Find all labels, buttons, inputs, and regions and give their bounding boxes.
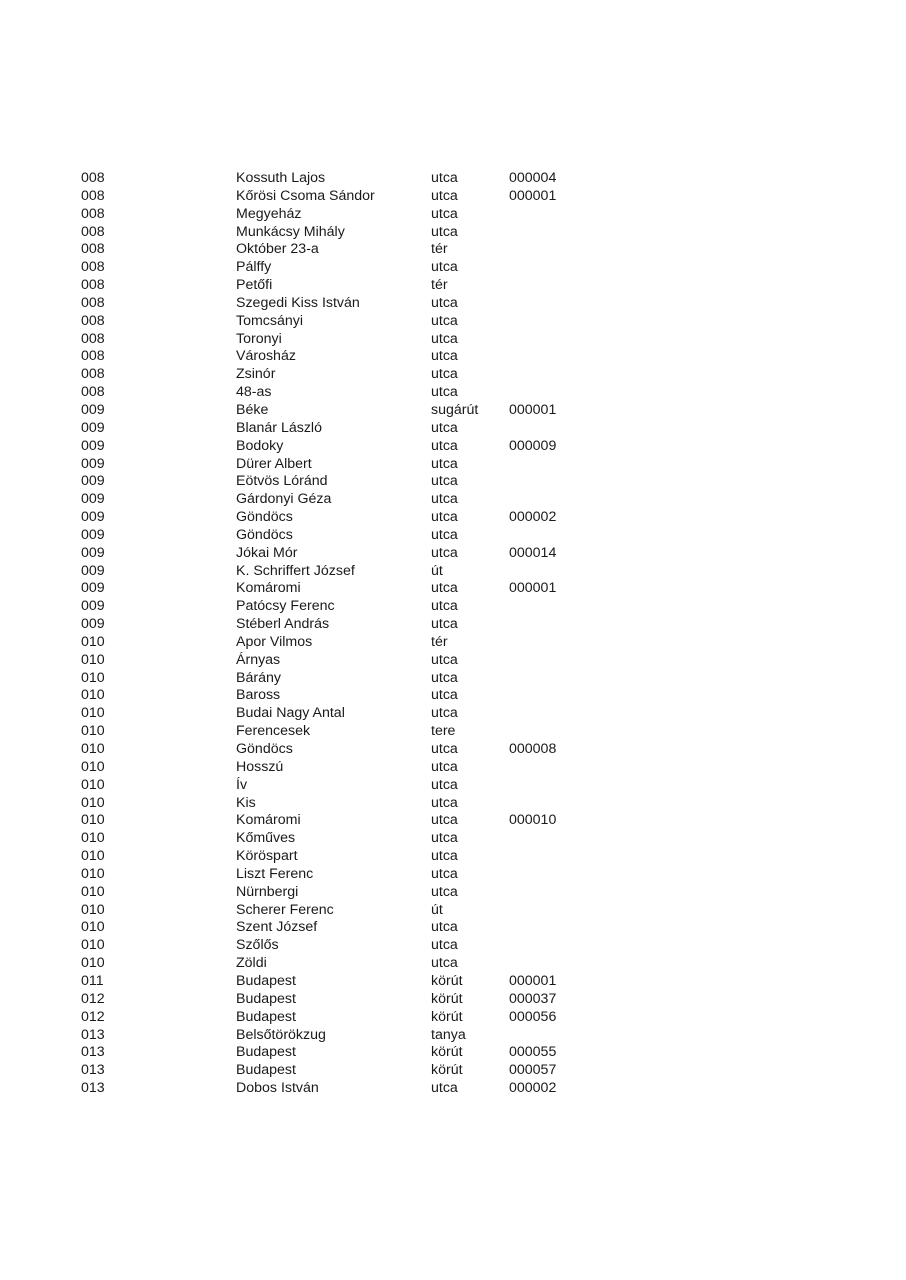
- district-code: 009: [81, 473, 105, 490]
- street-type: utca: [431, 651, 458, 668]
- district-code: 010: [81, 937, 105, 954]
- street-name: Tomcsányi: [236, 312, 304, 329]
- street-type: körút: [431, 990, 463, 1007]
- street-name: K. Schriffert József: [236, 562, 355, 579]
- street-type: utca: [431, 580, 458, 597]
- street-type: utca: [431, 205, 458, 222]
- street-type: út: [431, 562, 443, 579]
- street-list: [0, 170, 906, 1098]
- house-number: 000008: [509, 741, 557, 757]
- street-type: utca: [431, 437, 458, 454]
- street-type: utca: [431, 776, 458, 793]
- street-type: út: [431, 901, 443, 918]
- street-name: Göndöcs: [236, 741, 293, 757]
- street-type: utca: [431, 955, 458, 972]
- list-row: [0, 973, 906, 991]
- street-name: Budapest: [236, 1044, 296, 1061]
- list-row: [0, 741, 906, 759]
- street-type: utca: [431, 170, 458, 186]
- list-row: [0, 1009, 906, 1027]
- list-row: [0, 759, 906, 777]
- street-name: Patócsy Ferenc: [236, 598, 335, 615]
- district-code: 013: [81, 1062, 105, 1079]
- list-row: [0, 456, 906, 474]
- street-type: utca: [431, 616, 458, 633]
- street-type: utca: [431, 419, 458, 436]
- house-number: 000056: [509, 1008, 557, 1025]
- list-row: [0, 919, 906, 937]
- list-row: [0, 1044, 906, 1062]
- street-type: tere: [431, 723, 456, 740]
- list-row: [0, 313, 906, 331]
- list-row: [0, 277, 906, 295]
- list-row: [0, 866, 906, 884]
- house-number: 000002: [509, 509, 557, 526]
- street-type: tér: [431, 633, 448, 650]
- district-code: 010: [81, 919, 105, 936]
- street-name: Bodoky: [236, 437, 284, 454]
- list-row: [0, 1062, 906, 1080]
- street-name: Árnyas: [236, 651, 281, 668]
- street-type: utca: [431, 526, 458, 543]
- district-code: 013: [81, 1026, 105, 1043]
- street-name: Stéberl András: [236, 616, 330, 633]
- list-row: [0, 545, 906, 563]
- list-row: [0, 848, 906, 866]
- street-type: utca: [431, 669, 458, 686]
- street-name: Liszt Ferenc: [236, 865, 314, 882]
- street-type: utca: [431, 848, 458, 865]
- list-row: [0, 955, 906, 973]
- street-type: utca: [431, 330, 458, 347]
- street-type: körút: [431, 1062, 463, 1079]
- street-type: utca: [431, 830, 458, 847]
- street-name: 48-as: [236, 384, 272, 401]
- district-code: 010: [81, 723, 105, 740]
- street-type: utca: [431, 544, 458, 561]
- list-row: [0, 670, 906, 688]
- street-type: utca: [431, 865, 458, 882]
- street-name: Kis: [236, 794, 256, 811]
- street-type: utca: [431, 598, 458, 615]
- street-type: utca: [431, 509, 458, 526]
- street-type: utca: [431, 758, 458, 775]
- district-code: 009: [81, 401, 105, 418]
- street-name: Budapest: [236, 1008, 296, 1025]
- street-type: utca: [431, 741, 458, 757]
- street-name: Toronyi: [236, 330, 282, 347]
- street-name: Városház: [236, 348, 296, 365]
- list-row: [0, 598, 906, 616]
- list-row: [0, 331, 906, 349]
- district-code: 008: [81, 223, 105, 240]
- list-row: [0, 420, 906, 438]
- district-code: 008: [81, 259, 105, 276]
- district-code: 009: [81, 419, 105, 436]
- list-row: [0, 509, 906, 527]
- house-number: 000001: [509, 187, 557, 204]
- district-code: 012: [81, 1008, 105, 1025]
- house-number: 000009: [509, 437, 557, 454]
- district-code: 010: [81, 812, 105, 829]
- house-number: 000057: [509, 1062, 557, 1079]
- list-row: [0, 687, 906, 705]
- district-code: 010: [81, 865, 105, 882]
- list-row: [0, 580, 906, 598]
- list-row: [0, 473, 906, 491]
- street-name: Göndöcs: [236, 509, 293, 526]
- street-type: tér: [431, 277, 448, 294]
- street-type: utca: [431, 259, 458, 276]
- list-row: [0, 884, 906, 902]
- list-row: [0, 777, 906, 795]
- list-row: [0, 295, 906, 313]
- street-name: Ferencesek: [236, 723, 311, 740]
- list-row: [0, 527, 906, 545]
- list-row: [0, 991, 906, 1009]
- district-code: 010: [81, 776, 105, 793]
- house-number: 000002: [509, 1080, 557, 1097]
- district-code: 009: [81, 526, 105, 543]
- house-number: 000037: [509, 990, 557, 1007]
- district-code: 008: [81, 170, 105, 186]
- street-type: utca: [431, 294, 458, 311]
- list-row: [0, 795, 906, 813]
- street-name: Jókai Mór: [236, 544, 298, 561]
- list-row: [0, 723, 906, 741]
- district-code: 010: [81, 901, 105, 918]
- street-name: Munkácsy Mihály: [236, 223, 345, 240]
- list-row: [0, 188, 906, 206]
- district-code: 010: [81, 848, 105, 865]
- district-code: 009: [81, 455, 105, 472]
- street-name: Kossuth Lajos: [236, 170, 326, 186]
- district-code: 010: [81, 705, 105, 722]
- district-code: 008: [81, 366, 105, 383]
- district-code: 008: [81, 330, 105, 347]
- district-code: 010: [81, 794, 105, 811]
- street-name: Komáromi: [236, 580, 301, 597]
- street-type: utca: [431, 812, 458, 829]
- street-type: utca: [431, 187, 458, 204]
- district-code: 010: [81, 758, 105, 775]
- district-code: 008: [81, 241, 105, 258]
- district-code: 008: [81, 384, 105, 401]
- list-row: [0, 438, 906, 456]
- list-row: [0, 491, 906, 509]
- district-code: 008: [81, 205, 105, 222]
- district-code: 013: [81, 1080, 105, 1097]
- list-row: [0, 241, 906, 259]
- list-row: [0, 705, 906, 723]
- street-name: Budapest: [236, 1062, 296, 1079]
- district-code: 010: [81, 883, 105, 900]
- street-name: Kőrösi Csoma Sándor: [236, 187, 375, 204]
- list-row: [0, 812, 906, 830]
- street-type: utca: [431, 384, 458, 401]
- list-row: [0, 1027, 906, 1045]
- list-row: [0, 366, 906, 384]
- list-row: [0, 937, 906, 955]
- district-code: 009: [81, 598, 105, 615]
- house-number: 000055: [509, 1044, 557, 1061]
- list-row: [0, 652, 906, 670]
- street-type: utca: [431, 919, 458, 936]
- district-code: 009: [81, 509, 105, 526]
- street-name: Szőlős: [236, 937, 279, 954]
- street-type: utca: [431, 473, 458, 490]
- street-name: Pálffy: [236, 259, 272, 276]
- district-code: 009: [81, 544, 105, 561]
- street-type: utca: [431, 705, 458, 722]
- street-name: Budai Nagy Antal: [236, 705, 345, 722]
- district-code: 010: [81, 669, 105, 686]
- district-code: 008: [81, 294, 105, 311]
- street-name: Gárdonyi Géza: [236, 491, 332, 508]
- list-row: [0, 1080, 906, 1098]
- street-type: tanya: [431, 1026, 466, 1043]
- street-name: Komáromi: [236, 812, 301, 829]
- street-type: utca: [431, 366, 458, 383]
- street-name: Köröspart: [236, 848, 298, 865]
- district-code: 010: [81, 687, 105, 704]
- list-row: [0, 170, 906, 188]
- street-name: Baross: [236, 687, 281, 704]
- list-row: [0, 206, 906, 224]
- street-type: utca: [431, 312, 458, 329]
- street-type: utca: [431, 794, 458, 811]
- district-code: 010: [81, 633, 105, 650]
- district-code: 011: [81, 972, 104, 989]
- street-type: tér: [431, 241, 448, 258]
- district-code: 008: [81, 348, 105, 365]
- street-name: Nürnbergi: [236, 883, 299, 900]
- street-name: Scherer Ferenc: [236, 901, 334, 918]
- street-type: utca: [431, 937, 458, 954]
- street-name: Béke: [236, 401, 269, 418]
- street-type: sugárút: [431, 401, 479, 418]
- street-type: utca: [431, 348, 458, 365]
- street-name: Bárány: [236, 669, 281, 686]
- district-code: 012: [81, 990, 105, 1007]
- street-name: Göndöcs: [236, 526, 293, 543]
- street-type: utca: [431, 223, 458, 240]
- street-type: körút: [431, 1044, 463, 1061]
- list-row: [0, 224, 906, 242]
- street-name: Eötvös Lóránd: [236, 473, 328, 490]
- street-name: Zsinór: [236, 366, 276, 383]
- list-row: [0, 402, 906, 420]
- list-row: [0, 902, 906, 920]
- district-code: 008: [81, 277, 105, 294]
- list-row: [0, 384, 906, 402]
- street-type: utca: [431, 455, 458, 472]
- street-name: Dürer Albert: [236, 455, 312, 472]
- list-row: [0, 830, 906, 848]
- street-name: Apor Vilmos: [236, 633, 313, 650]
- street-name: Dobos István: [236, 1080, 319, 1097]
- street-name: Petőfi: [236, 277, 273, 294]
- street-name: Blanár László: [236, 419, 322, 436]
- street-name: Belsőtörökzug: [236, 1026, 326, 1043]
- street-name: Hosszú: [236, 758, 284, 775]
- house-number: 000004: [509, 170, 557, 186]
- street-type: utca: [431, 1080, 458, 1097]
- district-code: 010: [81, 741, 105, 757]
- list-row: [0, 259, 906, 277]
- street-name: Budapest: [236, 972, 296, 989]
- street-type: utca: [431, 687, 458, 704]
- street-type: körút: [431, 972, 463, 989]
- district-code: 009: [81, 437, 105, 454]
- district-code: 009: [81, 580, 105, 597]
- district-code: 010: [81, 830, 105, 847]
- house-number: 000001: [509, 401, 557, 418]
- street-name: Október 23-a: [236, 241, 319, 258]
- street-type: utca: [431, 491, 458, 508]
- street-name: Budapest: [236, 990, 296, 1007]
- street-name: Megyeház: [236, 205, 302, 222]
- district-code: 013: [81, 1044, 105, 1061]
- street-type: körút: [431, 1008, 463, 1025]
- list-row: [0, 563, 906, 581]
- house-number: 000001: [509, 972, 557, 989]
- district-code: 010: [81, 955, 105, 972]
- street-name: Zöldi: [236, 955, 267, 972]
- street-name: Kőműves: [236, 830, 296, 847]
- house-number: 000014: [509, 544, 557, 561]
- district-code: 009: [81, 491, 105, 508]
- district-code: 008: [81, 312, 105, 329]
- street-name: Ív: [236, 776, 248, 793]
- street-type: utca: [431, 883, 458, 900]
- street-name: Szent József: [236, 919, 318, 936]
- district-code: 009: [81, 562, 105, 579]
- district-code: 010: [81, 651, 105, 668]
- list-row: [0, 348, 906, 366]
- district-code: 009: [81, 616, 105, 633]
- house-number: 000010: [509, 812, 557, 829]
- district-code: 008: [81, 187, 105, 204]
- house-number: 000001: [509, 580, 557, 597]
- list-row: [0, 616, 906, 634]
- street-name: Szegedi Kiss István: [236, 294, 360, 311]
- list-row: [0, 634, 906, 652]
